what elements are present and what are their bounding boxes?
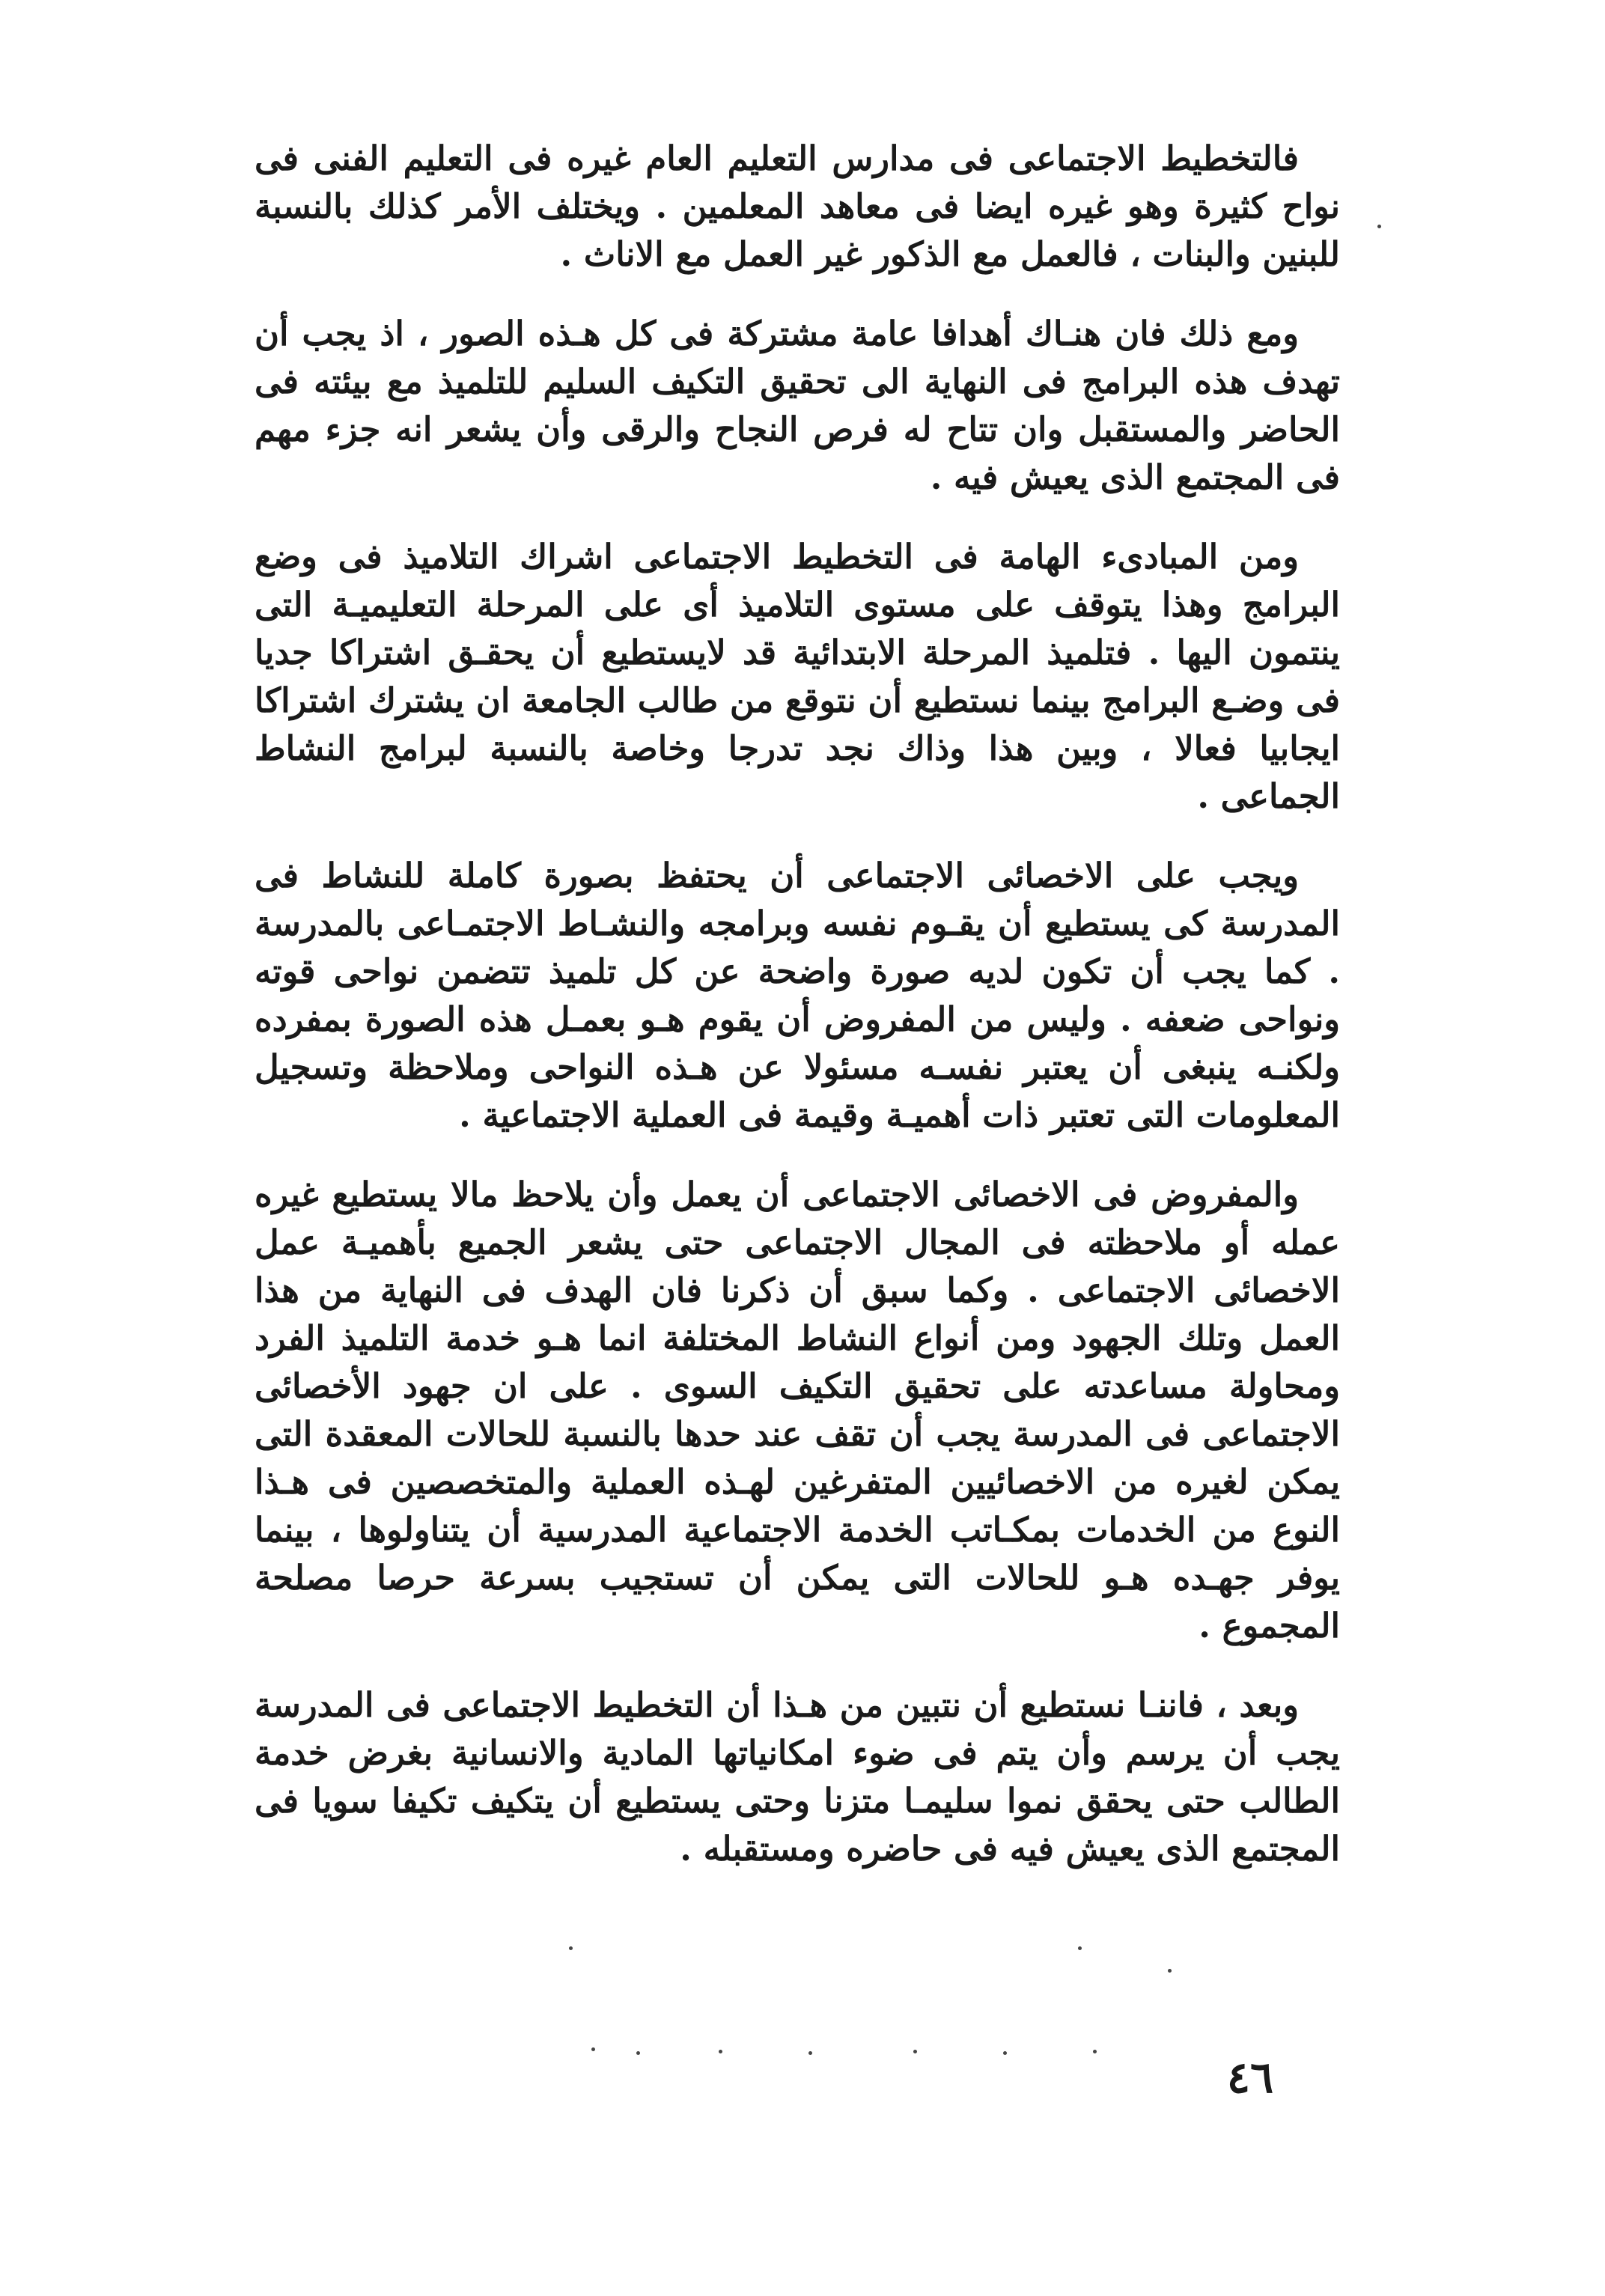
body-text <box>255 135 1340 1904</box>
paragraph-4: ويجب على الاخصائى الاجتماعى أن يحتفظ بصورة كاملة للنشاط فى المدرسة كى يستطيع أن يقـوم نفسه وبرامجه والنشـاط الاجتمـاعى بالمدرسة . كما يجب أن تكون لديه صورة واضحة عن كل تلميذ تتضمن نواحى قوته ونواحى ضعفه . وليس من المفروض أن يقوم هـو بعمـل هذه الصورة بمفرده ولكنـه ينبغى أن يعتبر نفسـه مسئولا عن هـذه النواحى وملاحظة وتسجيل المعلومات التى تعتبر ذات أهميـة وقيمة فى العملية الاجتماعية . <box>255 856 1340 1135</box>
scan-speck <box>1168 1969 1172 1973</box>
scan-speck <box>1093 2050 1097 2053</box>
scan-speck <box>1377 225 1381 228</box>
scan-speck <box>591 2047 595 2051</box>
page-number: ٤٦ <box>1226 2052 1274 2103</box>
paragraph-5: والمفروض فى الاخصائى الاجتماعى أن يعمل وأن يلاحظ مالا يستطيع غيره عمله أو ملاحظته فى المجال الاجتماعى حتى يشعر الجميع بأهميـة عمل الاخصائى الاجتماعى . وكما سبق أن ذكرنا فان الهدف فى النهاية من هذا العمل وتلك الجهود ومن أنواع النشاط المختلفة انما هـو خدمة التلميذ الفرد ومحاولة مساعدته على تحقيق التكيف السوى . على ان جهود الأخصائى الاجتماعى فى المدرسة يجب أن تقف عند حدها بالنسبة للحالات المعقدة التى يمكن لغيره من الاخصائيين المتفرغين لهـذه العملية والمتخصصين فى هـذا النوع من الخدمات بمكـاتب الخدمة الاجتماعية المدرسية أن يتناولوها ، بينما يوفر جهـده هـو للحالات التى يمكن أن تستجيب بسرعة حرصا مصلحة المجموع . <box>255 1175 1340 1645</box>
scan-speck <box>1003 2051 1007 2055</box>
paragraph-2: ومع ذلك فان هنـاك أهدافا عامة مشتركة فى كل هـذه الصور ، اذ يجب أن تهدف هذه البرامج فى النهاية الى تحقيق التكيف السليم للتلميذ مع بيئته فى الحاضر والمستقبل وان تتاح له فرص النجاح والرقى وأن يشعر انه جزء مهم فى المجتمع الذى يعيش فيه . <box>255 314 1340 497</box>
scan-speck <box>719 2050 722 2053</box>
scan-speck <box>1078 1946 1082 1950</box>
scan-speck <box>636 2051 640 2055</box>
paragraph-6: وبعد ، فاننـا نستطيع أن نتبين من هـذا أن التخطيط الاجتماعى فى المدرسة يجب أن يرسم وأن يتم فى ضوء امكانياتها المادية والانسانية بغرض خدمة الطالب حتى يحقق نموا سليمـا متزنا وحتى يستطيع أن يتكيف تكيفا سويا فى المجتمع الذى يعيش فيه فى حاضره ومستقبله . <box>255 1685 1340 1869</box>
paragraph-1: فالتخطيط الاجتماعى فى مدارس التعليم العام غيره فى التعليم الفنى فى نواح كثيرة وهو غيره ايضا فى معاهد المعلمين . ويختلف الأمر كذلك بالنسبة للبنين والبنات ، فالعمل مع الذكور غير العمل مع الاناث . <box>255 138 1340 274</box>
paragraph-3: ومن المبادىء الهامة فى التخطيط الاجتماعى اشراك التلاميذ فى وضع البرامج وهذا يتوقف على مستوى التلاميذ أى على المرحلة التعليميـة التى ينتمون اليها . فتلميذ المرحلة الابتدائية قد لايستطيع أن يحقـق اشتراكا جديا فى وضـع البرامج بينما نستطيع أن نتوقع من طالب الجامعة ان يشترك اشتراكا ايجابيا فعالا ، وبين هذا وذاك نجد تدرجا وخاصة بالنسبة لبرامج النشاط الجماعى . <box>255 537 1340 816</box>
scan-speck <box>808 2051 812 2055</box>
scan-speck <box>569 1946 573 1950</box>
scan-speck <box>913 2050 917 2053</box>
